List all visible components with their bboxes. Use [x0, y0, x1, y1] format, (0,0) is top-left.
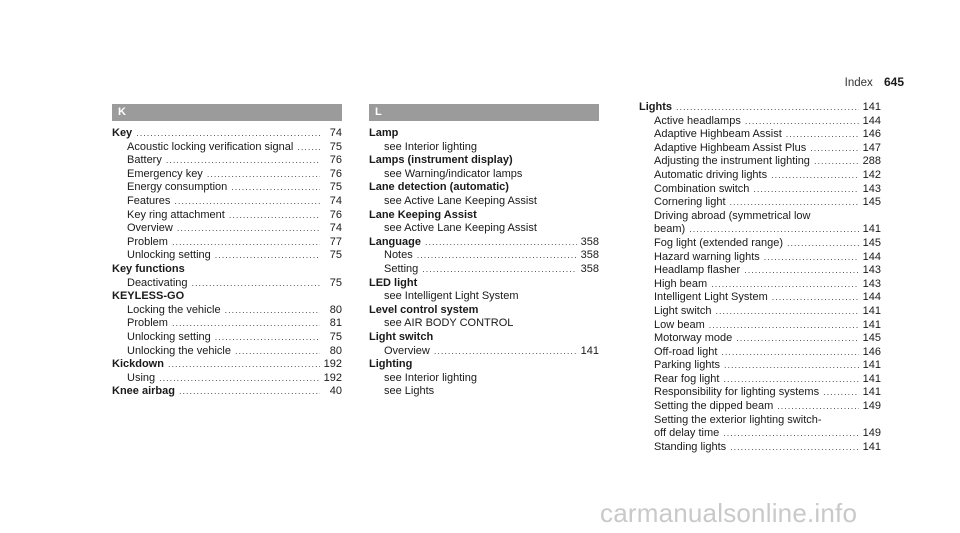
subentry-text: Combination switch: [654, 182, 750, 195]
leader-dots: [177, 222, 320, 236]
page-ref: 143: [862, 264, 881, 277]
subentry: [112, 317, 342, 331]
leader-dots: [172, 317, 320, 331]
index-term: [369, 331, 599, 345]
subentry: [112, 236, 342, 250]
page-ref: 145: [862, 196, 881, 209]
leader-dots: [425, 236, 577, 250]
index-term: [369, 304, 599, 318]
subentry-text: Fog light (extended range): [654, 236, 784, 249]
index-term: [112, 290, 342, 304]
leader-dots: [721, 346, 858, 360]
index-term: [369, 127, 599, 141]
page-header: [845, 75, 904, 89]
index-term: [369, 209, 599, 223]
leader-dots: [179, 385, 320, 399]
index-entry: [369, 181, 599, 208]
subentry-text: Unlocking setting: [127, 330, 211, 343]
subentry-text: Standing lights: [654, 440, 727, 453]
page-ref: 149: [862, 427, 881, 440]
index-term: [112, 385, 342, 399]
cross-reference: see Active Lane Keeping Assist: [384, 194, 537, 207]
subentry: [639, 373, 881, 387]
subentry-text: off delay time: [654, 427, 720, 440]
cross-reference: see Active Lane Keeping Assist: [384, 222, 537, 235]
subentry: [112, 345, 342, 359]
subentry: [112, 304, 342, 318]
page-ref: 147: [862, 141, 881, 154]
subentry: [639, 427, 881, 441]
letter-header: L: [369, 104, 599, 121]
leader-dots: [215, 331, 320, 345]
leader-dots: [823, 386, 859, 400]
index-term-text: Level control system: [369, 303, 479, 316]
subentry-text: Overview: [127, 222, 173, 235]
subentry: [369, 263, 599, 277]
index-column-3: [639, 101, 881, 454]
page-ref: 192: [323, 358, 342, 371]
subentry-text: Rear fog light: [654, 372, 720, 385]
index-term: [112, 358, 342, 372]
subentry: [639, 169, 881, 183]
index-entry: [369, 154, 599, 181]
page-ref: 142: [862, 168, 881, 181]
subentry-text: Acoustic locking verification signal: [127, 140, 294, 153]
subentry: [639, 441, 881, 455]
leader-dots: [724, 359, 859, 373]
index-term: [369, 277, 599, 291]
index-term-text: Knee airbag: [112, 385, 175, 398]
cross-reference: see Lights: [384, 385, 435, 398]
subentry: [112, 249, 342, 263]
subentry: [639, 237, 881, 251]
leader-dots: [168, 358, 320, 372]
subentry-text: Active headlamps: [654, 114, 741, 127]
leader-dots: [136, 127, 320, 141]
index-entry: [369, 358, 599, 399]
index-term-text: Key functions: [112, 262, 185, 275]
page-ref: 144: [862, 114, 881, 127]
index-term-text: Lane Keeping Assist: [369, 208, 477, 221]
page-ref: 76: [329, 208, 342, 221]
page-ref: 358: [580, 235, 599, 248]
subentry: [112, 154, 342, 168]
subentry: [639, 183, 881, 197]
page-ref: 144: [862, 250, 881, 263]
subentry: [112, 209, 342, 223]
subentry: [639, 386, 881, 400]
subentry-text: Setting the dipped beam: [654, 400, 774, 413]
subentry-text: Notes: [384, 249, 413, 262]
subentry-text: Adjusting the instrument lighting: [654, 155, 810, 168]
index-term-text: Lane detection (automatic): [369, 181, 509, 194]
index-term: [369, 358, 599, 372]
leader-dots: [207, 168, 320, 182]
subentry-text: Battery: [127, 154, 162, 167]
subentry: [639, 346, 881, 360]
subentry: [112, 372, 342, 386]
subentry-text: Locking the vehicle: [127, 303, 221, 316]
subentry: [639, 155, 881, 169]
index-term-text: Language: [369, 235, 421, 248]
index-entry: [112, 385, 342, 399]
subentry: [639, 264, 881, 278]
index-entry: [369, 277, 599, 304]
index-entry: [112, 127, 342, 263]
page-ref: 75: [329, 181, 342, 194]
page-ref: 75: [329, 276, 342, 289]
cross-reference: see AIR BODY CONTROL: [384, 317, 514, 330]
subentry-text: Unlocking the vehicle: [127, 344, 231, 357]
page-ref: 141: [862, 304, 881, 317]
subentry-text: Responsibility for lighting systems: [654, 386, 820, 399]
page-ref: 80: [329, 303, 342, 316]
leader-dots: [753, 183, 858, 197]
subentry: [369, 249, 599, 263]
page-ref: 358: [580, 249, 599, 262]
page-ref: 149: [862, 400, 881, 413]
page-ref: 141: [580, 344, 599, 357]
page-ref: 143: [862, 182, 881, 195]
index-term-text: Key: [112, 127, 133, 139]
page-ref: 75: [329, 330, 342, 343]
section-title: Index: [844, 77, 873, 89]
subentry: [639, 400, 881, 414]
subentry-text: Using: [127, 371, 156, 384]
index-entry: [112, 358, 342, 385]
leader-dots: [736, 332, 858, 346]
cross-reference: see Warning/indicator lamps: [384, 167, 523, 180]
subentry-text: Overview: [384, 344, 430, 357]
leader-dots: [744, 264, 858, 278]
page-ref: 146: [862, 128, 881, 141]
leader-dots: [159, 372, 320, 386]
subentry: [639, 115, 881, 129]
subentry-text: Setting: [384, 262, 419, 275]
index-entry: [369, 331, 599, 358]
page-ref: 141: [862, 223, 881, 236]
subentry-text: Adaptive Highbeam Assist: [654, 128, 782, 141]
leader-dots: [771, 169, 859, 183]
page-ref: 141: [862, 440, 881, 453]
subentry: [639, 223, 881, 237]
subentry: [639, 251, 881, 265]
index-entry: [112, 263, 342, 290]
page-ref: 141: [862, 359, 881, 372]
leader-dots: [422, 263, 576, 277]
leader-dots: [297, 141, 320, 155]
leader-dots: [723, 373, 858, 387]
subentry-text: Headlamp flasher: [654, 264, 741, 277]
page-ref: 40: [329, 385, 342, 398]
leader-dots: [172, 236, 320, 250]
subentry-text: Automatic driving lights: [654, 168, 768, 181]
leader-dots: [715, 305, 858, 319]
index-term: [369, 181, 599, 195]
leader-dots: [676, 101, 859, 115]
leader-dots: [786, 128, 859, 142]
leader-dots: [772, 291, 859, 305]
subentry: [112, 331, 342, 345]
page-ref: 141: [862, 318, 881, 331]
leader-dots: [235, 345, 320, 359]
page-ref: 74: [329, 222, 342, 235]
subentry: [639, 196, 881, 210]
page-ref: 288: [862, 155, 881, 168]
page-ref: 141: [862, 386, 881, 399]
page-ref: 141: [862, 101, 881, 113]
subentry-text: Off-road light: [654, 345, 718, 358]
leader-dots: [229, 209, 320, 223]
index-entry: [639, 101, 881, 454]
index-entry: [369, 304, 599, 331]
leader-dots: [814, 155, 859, 169]
subentry: [639, 291, 881, 305]
index-term: [639, 101, 881, 115]
page-ref: 358: [580, 262, 599, 275]
subentry-text: Intelligent Light System: [654, 291, 768, 304]
leader-dots: [166, 154, 320, 168]
subentry: [112, 222, 342, 236]
index-entry: [369, 209, 599, 236]
subentry: [369, 345, 599, 359]
subentry-text: Low beam: [654, 318, 705, 331]
subentry-text: Driving abroad (symmetrical low: [654, 209, 811, 222]
subentry-text: Emergency key: [127, 167, 203, 180]
index-term: [112, 263, 342, 277]
index-term: [369, 236, 599, 250]
page-ref: 141: [862, 372, 881, 385]
page-ref: 77: [329, 235, 342, 248]
subentry: [639, 359, 881, 373]
page-number: 645: [883, 75, 904, 89]
page-ref: 75: [329, 249, 342, 262]
subentry-text: Motorway mode: [654, 332, 733, 345]
cross-reference: see Interior lighting: [384, 140, 477, 153]
page-ref: 144: [862, 291, 881, 304]
index-entry: [112, 290, 342, 358]
subentry-text: beam): [654, 223, 686, 236]
index-term-text: Kickdown: [112, 358, 164, 371]
page-ref: 76: [329, 154, 342, 167]
index-term-text: Light switch: [369, 330, 434, 343]
subentry-text: Adaptive Highbeam Assist Plus: [654, 141, 807, 154]
leader-dots: [215, 249, 320, 263]
page-ref: 146: [862, 345, 881, 358]
leader-dots: [231, 181, 320, 195]
subentry: [639, 332, 881, 346]
leader-dots: [417, 249, 577, 263]
subentry-text: Energy consumption: [127, 181, 228, 194]
subentry-text: Key ring attachment: [127, 208, 225, 221]
page-ref: 76: [329, 167, 342, 180]
leader-dots: [192, 277, 320, 291]
subentry-text: Setting the exterior lighting switch-: [654, 413, 822, 426]
leader-dots: [689, 223, 858, 237]
subentry-text: Unlocking setting: [127, 249, 211, 262]
leader-dots: [174, 195, 320, 209]
index-term-text: Lamps (instrument display): [369, 154, 513, 167]
page-ref: 145: [862, 332, 881, 345]
subentry: [112, 168, 342, 182]
leader-dots: [711, 278, 858, 292]
leader-dots: [730, 441, 858, 455]
index-term: [112, 127, 342, 141]
page-ref: 145: [862, 236, 881, 249]
index-term-text: LED light: [369, 276, 418, 289]
subentry: [112, 181, 342, 195]
index-term-text: Lamp: [369, 127, 399, 139]
subentry: [639, 278, 881, 292]
leader-dots: [777, 400, 858, 414]
index-term-text: Lighting: [369, 358, 413, 371]
subentry: [639, 319, 881, 333]
letter-header: K: [112, 104, 342, 121]
subentry: [639, 128, 881, 142]
subentry-text: High beam: [654, 277, 708, 290]
cross-reference: see Intelligent Light System: [384, 290, 519, 303]
subentry-text: Problem: [127, 317, 168, 330]
page-ref: 75: [329, 140, 342, 153]
leader-dots: [764, 251, 859, 265]
index-column-1: [112, 104, 342, 399]
page-ref: 74: [329, 127, 342, 139]
index-term-text: KEYLESS-GO: [112, 290, 185, 303]
subentry-text: Deactivating: [127, 276, 188, 289]
index-entry: [369, 236, 599, 277]
subentry-text: Problem: [127, 235, 168, 248]
subentry-text: Parking lights: [654, 359, 721, 372]
index-entry: [369, 127, 599, 154]
subentry-text: Features: [127, 194, 171, 207]
leader-dots: [745, 115, 859, 129]
leader-dots: [709, 319, 859, 333]
leader-dots: [434, 345, 577, 359]
index-term-text: Lights: [639, 101, 672, 113]
page-ref: 81: [329, 317, 342, 330]
page-ref: 143: [862, 277, 881, 290]
page-ref: 74: [329, 194, 342, 207]
subentry-text: Light switch: [654, 304, 712, 317]
cross-reference: see Interior lighting: [384, 371, 477, 384]
watermark: carmanualsonline.info: [600, 498, 858, 528]
leader-dots: [225, 304, 320, 318]
index-column-2: [369, 104, 599, 399]
leader-dots: [810, 142, 858, 156]
subentry: [639, 142, 881, 156]
index-term: [369, 154, 599, 168]
subentry-text: Cornering light: [654, 196, 726, 209]
subentry: [639, 305, 881, 319]
subentry: [112, 141, 342, 155]
subentry: [112, 195, 342, 209]
leader-dots: [730, 196, 859, 210]
subentry: [112, 277, 342, 291]
page-ref: 192: [323, 371, 342, 384]
page-ref: 80: [329, 344, 342, 357]
subentry-text: Hazard warning lights: [654, 250, 760, 263]
leader-dots: [723, 427, 858, 441]
leader-dots: [787, 237, 859, 251]
